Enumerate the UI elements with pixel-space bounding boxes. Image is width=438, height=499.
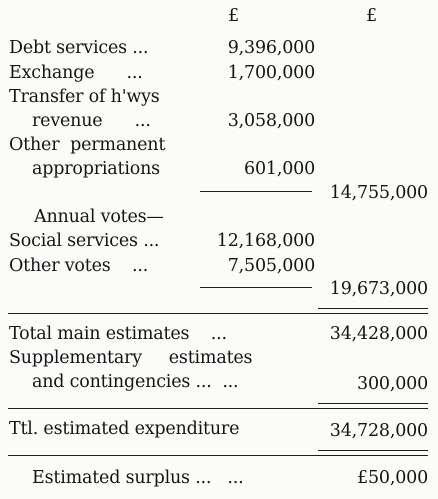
section-divider-3	[8, 455, 428, 456]
permanent-subtotal-amount: 14,755,000	[329, 183, 428, 203]
other-permanent-amount: 601,000	[244, 159, 315, 179]
supplementary-amount: 300,000	[357, 374, 428, 394]
transfer-label-line1: Transfer of h'wys	[9, 87, 160, 107]
col2-currency-header: £	[366, 6, 377, 26]
subtotal-underline-3	[318, 450, 428, 451]
total-main-amount: 34,428,000	[329, 324, 428, 344]
subtotal-underline-1	[318, 308, 428, 309]
section-divider-2	[8, 408, 428, 409]
exchange-amount: 1,700,000	[227, 63, 315, 83]
supplementary-label-line1: Supplementary estimates	[9, 348, 253, 368]
other-permanent-label-line1: Other permanent	[9, 135, 166, 155]
surplus-label: Estimated surplus ... ...	[32, 468, 244, 488]
other-votes-label: Other votes ...	[9, 256, 149, 276]
debt-services-amount: 9,396,000	[227, 38, 315, 58]
votes-subtotal-rule	[200, 287, 312, 288]
debt-services-label: Debt services ...	[9, 38, 149, 58]
exchange-label: Exchange ...	[9, 63, 143, 83]
other-permanent-label-line2: appropriations	[32, 159, 160, 179]
total-expenditure-amount: 34,728,000	[329, 421, 428, 441]
total-main-label: Total main estimates ...	[9, 324, 227, 344]
other-votes-amount: 7,505,000	[227, 256, 315, 276]
transfer-label-line2: revenue ...	[32, 111, 151, 131]
total-expenditure-label: Ttl. estimated expenditure	[9, 419, 240, 439]
votes-subtotal-amount: 19,673,000	[329, 279, 428, 299]
surplus-amount: £50,000	[357, 468, 428, 488]
transfer-amount: 3,058,000	[227, 111, 315, 131]
col1-currency-header: £	[228, 6, 239, 26]
social-services-label: Social services ...	[9, 231, 160, 251]
permanent-subtotal-rule	[200, 191, 312, 192]
subtotal-underline-2	[318, 403, 428, 404]
section-divider-1	[8, 313, 428, 314]
social-services-amount: 12,168,000	[216, 231, 315, 251]
annual-votes-heading: Annual votes—	[34, 207, 164, 227]
supplementary-label-line2: and contingencies ... ...	[32, 372, 239, 392]
